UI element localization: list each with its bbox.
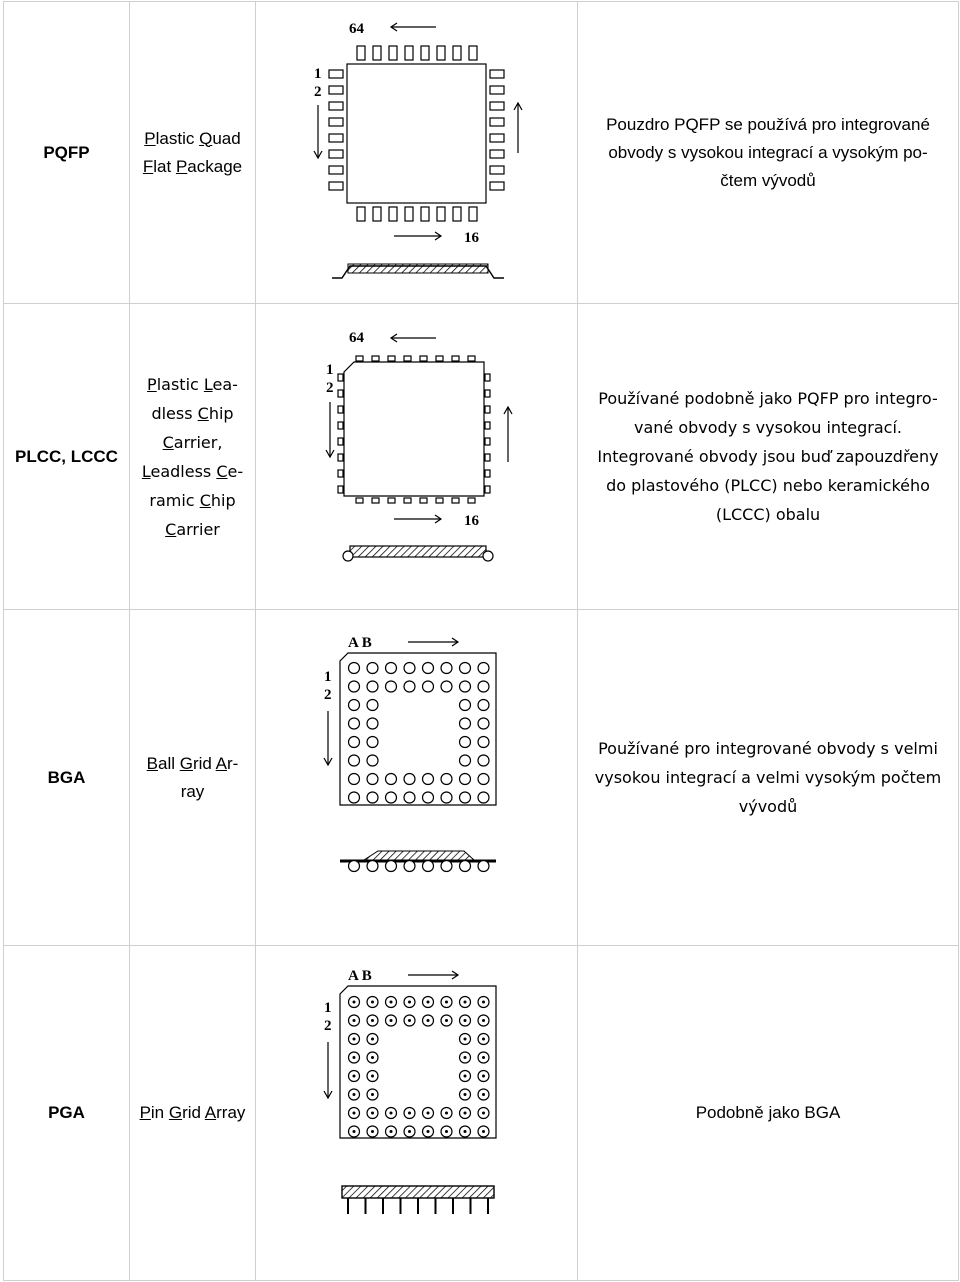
- package-table: [3, 1, 959, 1281]
- diagram-cell-bga: [256, 610, 578, 946]
- pin-center: [353, 1038, 356, 1041]
- ball: [478, 755, 489, 766]
- pin-center: [482, 1019, 485, 1022]
- pin-center: [408, 1019, 411, 1022]
- bga-chip-outline: [340, 653, 496, 805]
- bga-diagram: [256, 623, 578, 933]
- pin-center: [408, 1112, 411, 1115]
- pin-label-bottom: 16: [464, 229, 479, 246]
- side-ball: [441, 860, 452, 871]
- pin-center: [482, 1056, 485, 1059]
- package-abbr-plcc: PLCC, LCCC: [4, 304, 130, 610]
- pin-center: [353, 1001, 356, 1004]
- pin-center: [482, 1130, 485, 1133]
- package-name-pqfp: Plastic Quad Flat Package: [130, 2, 256, 304]
- pin-center: [482, 1038, 485, 1041]
- ball: [386, 662, 397, 673]
- side-ball: [386, 860, 397, 871]
- pin-center: [408, 1001, 411, 1004]
- ball: [404, 681, 415, 692]
- diagram-cell-plcc: [256, 304, 578, 610]
- pin-center: [482, 1112, 485, 1115]
- table-row-pqfp: [4, 2, 959, 304]
- pin-center: [390, 1001, 393, 1004]
- pin-center: [353, 1075, 356, 1078]
- pga-side-view: [342, 1186, 494, 1214]
- pin-center: [464, 1075, 467, 1078]
- ball: [404, 773, 415, 784]
- package-name-pga: Pin Grid Array: [130, 946, 256, 1281]
- ball: [367, 662, 378, 673]
- ball: [460, 662, 471, 673]
- ball: [478, 662, 489, 673]
- pin-center: [371, 1112, 374, 1115]
- ball: [423, 662, 434, 673]
- ball: [460, 773, 471, 784]
- package-abbr-pga: PGA: [4, 946, 130, 1281]
- package-desc-plcc: Používané podobně jako PQFP pro integro- vané obvody s vysokou integrací. Integrované obvody jsou buď zapouzdřeny do plastového (PLCC) nebo keramického (LCCC) obalu: [578, 304, 959, 610]
- plcc-chip: [338, 356, 490, 503]
- ball: [367, 681, 378, 692]
- ball: [386, 681, 397, 692]
- pin-center: [371, 1130, 374, 1133]
- pin-center: [371, 1001, 374, 1004]
- pin-label-top: 64: [349, 20, 364, 37]
- pin-label-2: 2: [324, 1018, 332, 1034]
- package-desc-bga: Používané pro integrované obvody s velmi vysokou integrací a velmi vysokým počtem vývodů: [578, 610, 959, 946]
- pin-center: [371, 1019, 374, 1022]
- pin-center: [464, 1112, 467, 1115]
- ball: [460, 736, 471, 747]
- pqfp-diagram: [256, 8, 578, 298]
- ball: [423, 792, 434, 803]
- ball: [460, 718, 471, 729]
- pin-label-1: 1: [324, 668, 332, 685]
- table-row-bga: [4, 610, 959, 946]
- pin-center: [482, 1075, 485, 1078]
- table-row-plcc: [4, 304, 959, 610]
- ball: [367, 736, 378, 747]
- ball: [478, 718, 489, 729]
- pin-center: [445, 1001, 448, 1004]
- ball: [478, 681, 489, 692]
- pin-center: [390, 1019, 393, 1022]
- package-abbr-bga: BGA: [4, 610, 130, 946]
- pin-label-2: 2: [326, 379, 334, 396]
- ball: [349, 718, 360, 729]
- pin-center: [464, 1038, 467, 1041]
- pin-label-top: A B: [348, 634, 372, 651]
- diagram-cell-pqfp: [256, 2, 578, 304]
- package-name-plcc: Plastic Lea- dless Chip Carrier, Leadless Ce- ramic Chip Carrier: [130, 304, 256, 610]
- ball: [423, 773, 434, 784]
- pin-center: [371, 1093, 374, 1096]
- pin-center: [371, 1056, 374, 1059]
- pin-center: [427, 1112, 430, 1115]
- ball: [367, 699, 378, 710]
- ball: [386, 792, 397, 803]
- ball: [478, 736, 489, 747]
- side-ball: [460, 860, 471, 871]
- ball: [349, 773, 360, 784]
- ball: [367, 773, 378, 784]
- ball: [441, 681, 452, 692]
- ball: [441, 773, 452, 784]
- pin-label-1: 1: [314, 65, 322, 82]
- ball: [460, 681, 471, 692]
- pqfp-side-view: [332, 264, 504, 278]
- pin-center: [427, 1130, 430, 1133]
- package-name-bga: Ball Grid Ar- ray: [130, 610, 256, 946]
- pin-center: [464, 1001, 467, 1004]
- pin-center: [353, 1056, 356, 1059]
- ball: [460, 792, 471, 803]
- pin-center: [464, 1019, 467, 1022]
- pin-center: [482, 1001, 485, 1004]
- side-ball: [478, 860, 489, 871]
- pin-center: [371, 1038, 374, 1041]
- package-desc-pqfp: Pouzdro PQFP se používá pro integrované obvody s vysokou integrací a vysokým po- čtem vývodů: [578, 2, 959, 304]
- ball: [423, 681, 434, 692]
- pin-center: [427, 1019, 430, 1022]
- pin-center: [445, 1130, 448, 1133]
- pin-center: [353, 1019, 356, 1022]
- side-ball: [367, 860, 378, 871]
- pin-label-top: 64: [349, 329, 364, 346]
- diagram-cell-pga: [256, 946, 578, 1281]
- pin-center: [482, 1093, 485, 1096]
- package-desc-pga: Podobně jako BGA: [578, 946, 959, 1281]
- side-ball: [349, 860, 360, 871]
- pin-center: [464, 1093, 467, 1096]
- pin-center: [390, 1130, 393, 1133]
- pin-label-bottom: 16: [464, 512, 479, 529]
- ball: [349, 662, 360, 673]
- bga-side-view: [340, 851, 496, 872]
- pga-chip-outline: [340, 986, 496, 1138]
- ball: [478, 699, 489, 710]
- plcc-side-view: [343, 546, 493, 561]
- pin-center: [353, 1093, 356, 1096]
- pga-diagram: [256, 958, 578, 1268]
- pin-center: [353, 1130, 356, 1133]
- pin-label-1: 1: [324, 1000, 332, 1016]
- pin-center: [445, 1112, 448, 1115]
- ball: [367, 755, 378, 766]
- ball: [441, 792, 452, 803]
- ball: [478, 773, 489, 784]
- ball: [349, 699, 360, 710]
- pin-label-2: 2: [314, 83, 322, 100]
- pin-label-2: 2: [324, 686, 332, 703]
- pin-label-top: A B: [348, 968, 372, 984]
- ball: [460, 755, 471, 766]
- ball: [404, 792, 415, 803]
- side-ball: [423, 860, 434, 871]
- table-row-pga: [4, 946, 959, 1281]
- pin-center: [371, 1075, 374, 1078]
- pin-center: [390, 1112, 393, 1115]
- pin-label-1: 1: [326, 361, 334, 378]
- pin-center: [427, 1001, 430, 1004]
- plcc-diagram: [256, 312, 578, 602]
- ball: [349, 755, 360, 766]
- package-abbr-pqfp: PQFP: [4, 2, 130, 304]
- ball: [404, 662, 415, 673]
- ball: [349, 792, 360, 803]
- pin-center: [445, 1019, 448, 1022]
- ball: [386, 773, 397, 784]
- pin-center: [464, 1130, 467, 1133]
- ball: [441, 662, 452, 673]
- pin-center: [408, 1130, 411, 1133]
- ball: [349, 681, 360, 692]
- bga-ball-grid: [349, 662, 490, 803]
- ball: [367, 718, 378, 729]
- pin-center: [464, 1056, 467, 1059]
- pga-pin-grid: [349, 997, 490, 1138]
- ball: [478, 792, 489, 803]
- pin-center: [353, 1112, 356, 1115]
- pqfp-chip: [329, 46, 504, 221]
- side-ball: [404, 860, 415, 871]
- ball: [367, 792, 378, 803]
- ball: [460, 699, 471, 710]
- ball: [349, 736, 360, 747]
